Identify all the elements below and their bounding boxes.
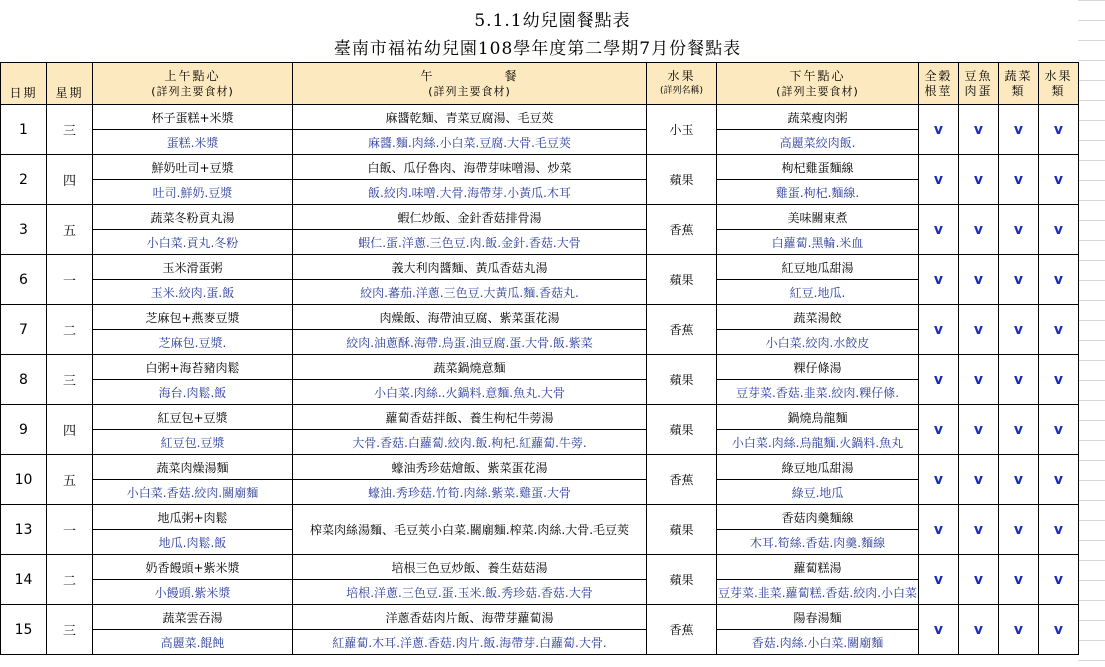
afternoon-ingredients-cell: 豆芽菜.韭菜.蘿蔔糕.香菇.絞肉.小白菜 — [717, 580, 919, 605]
fruit-check: v — [1039, 155, 1079, 205]
header-fruit-category — [1039, 63, 1079, 105]
morning-snack-cell: 芝麻包+燕麥豆漿 — [93, 305, 293, 330]
date-cell: 6 — [1, 255, 47, 305]
morning-snack-cell: 鮮奶吐司+豆漿 — [93, 155, 293, 180]
header-fruit — [647, 63, 717, 105]
vegetable-check: v — [999, 205, 1039, 255]
table-row — [1, 455, 1079, 480]
header-grains-1: 全穀 — [924, 68, 953, 83]
lunch-cell: 蘿蔔香菇拌飯、養生枸杞牛蒡湯 — [293, 405, 647, 430]
protein-check: v — [959, 255, 999, 305]
afternoon-ingredients-cell: 香菇.肉絲.小白菜.關廟麵 — [717, 630, 919, 655]
vegetable-check: v — [999, 155, 1039, 205]
header-protein-1: 豆魚 — [964, 68, 993, 83]
fruit-check: v — [1039, 255, 1079, 305]
fruit-cell: 小玉 — [647, 105, 717, 155]
header-row — [1, 63, 1079, 105]
vegetable-check: v — [999, 555, 1039, 605]
morning-snack-cell: 玉米滑蛋粥 — [93, 255, 293, 280]
date-cell: 10 — [1, 455, 47, 505]
protein-check: v — [959, 605, 999, 655]
afternoon-ingredients-cell: 紅豆.地瓜. — [717, 280, 919, 305]
header-morning-sub: (詳列主要食材) — [151, 84, 234, 98]
lunch-ingredients-cell: 絞肉.蕃茄.洋蔥.三色豆.大黃瓜.麵.香菇丸. — [293, 280, 647, 305]
afternoon-ingredients-cell: 高麗菜絞肉飯. — [717, 130, 919, 155]
fruit-check: v — [1039, 405, 1079, 455]
date-cell: 15 — [1, 605, 47, 655]
header-fruitcat-1: 水果 — [1044, 68, 1073, 83]
lunch-cell: 蝦仁炒飯、金針香菇排骨湯 — [293, 205, 647, 230]
header-weekday: 星期 — [47, 63, 93, 105]
date-cell: 14 — [1, 555, 47, 605]
morning-ingredients-cell: 高麗菜.餛飩 — [93, 630, 293, 655]
grains-check: v — [919, 605, 959, 655]
table-row — [1, 605, 1079, 630]
header-morning-snack — [93, 63, 293, 105]
fruit-check: v — [1039, 305, 1079, 355]
afternoon-snack-cell: 蘿蔔糕湯 — [717, 555, 919, 580]
afternoon-ingredients-cell: 小白菜.絞肉.水餃皮 — [717, 330, 919, 355]
protein-check: v — [959, 105, 999, 155]
document-subtitle: 臺南市福祐幼兒園108學年度第二學期7月份餐點表 — [333, 39, 742, 59]
date-cell: 9 — [1, 405, 47, 455]
weekday-cell: 三 — [47, 605, 93, 655]
weekday-cell: 五 — [47, 455, 93, 505]
fruit-cell: 蘋果 — [647, 505, 717, 555]
date-cell: 1 — [1, 105, 47, 155]
morning-snack-cell: 白粥+海苔豬肉鬆 — [93, 355, 293, 380]
header-fruitcat-2: 類 — [1051, 83, 1066, 98]
fruit-check: v — [1039, 555, 1079, 605]
afternoon-ingredients-cell: 小白菜.肉絲.烏龍麵.火鍋料.魚丸 — [717, 430, 919, 455]
fruit-cell: 香蕉 — [647, 305, 717, 355]
fruit-check: v — [1039, 505, 1079, 555]
protein-check: v — [959, 555, 999, 605]
table-row — [1, 555, 1079, 580]
lunch-cell: 麻醬乾麵、青菜豆腐湯、毛豆莢 — [293, 105, 647, 130]
grains-check: v — [919, 455, 959, 505]
date-cell: 2 — [1, 155, 47, 205]
header-lunch-sub: (詳列主要食材) — [428, 84, 511, 98]
header-fruit-label: 水果 — [667, 68, 696, 83]
meal-table — [0, 62, 1079, 655]
lunch-ingredients-cell: 培根.洋蔥.三色豆.蛋.玉米.飯.秀珍菇.香菇.大骨 — [293, 580, 647, 605]
protein-check: v — [959, 355, 999, 405]
morning-ingredients-cell: 小白菜.香菇.絞肉.關廟麵 — [93, 480, 293, 505]
protein-check: v — [959, 455, 999, 505]
afternoon-snack-cell: 蔬菜瘦肉粥 — [717, 105, 919, 130]
fruit-check: v — [1039, 605, 1079, 655]
weekday-cell: 三 — [47, 105, 93, 155]
table-row-ingredients — [1, 230, 1079, 255]
table-row-ingredients — [1, 380, 1079, 405]
fruit-cell: 蘋果 — [647, 355, 717, 405]
morning-snack-cell: 蔬菜肉燥湯麵 — [93, 455, 293, 480]
weekday-cell: 四 — [47, 155, 93, 205]
lunch-cell: 蠔油秀珍菇燴飯、紫菜蛋花湯 — [293, 455, 647, 480]
weekday-cell: 四 — [47, 405, 93, 455]
afternoon-snack-cell: 香菇肉羹麵線 — [717, 505, 919, 530]
afternoon-snack-cell: 蔬菜湯餃 — [717, 305, 919, 330]
table-row — [1, 305, 1079, 330]
date-cell: 8 — [1, 355, 47, 405]
lunch-ingredients-cell: 絞肉.油蔥酥.海帶.烏蛋.油豆腐.蛋.大骨.飯.紫菜 — [293, 330, 647, 355]
morning-ingredients-cell: 吐司.鮮奶.豆漿 — [93, 180, 293, 205]
lunch-ingredients-cell: 小白菜.肉絲..火鍋料.意麵.魚丸.大骨 — [293, 380, 647, 405]
morning-ingredients-cell: 海台.肉鬆.飯 — [93, 380, 293, 405]
afternoon-snack-cell: 粿仔條湯 — [717, 355, 919, 380]
table-row-ingredients — [1, 330, 1079, 355]
protein-check: v — [959, 505, 999, 555]
grains-check: v — [919, 505, 959, 555]
date-cell: 3 — [1, 205, 47, 255]
afternoon-ingredients-cell: 雞蛋.枸杞.麵線. — [717, 180, 919, 205]
header-lunch-label: 午 餐 — [420, 68, 519, 83]
morning-ingredients-cell: 小饅頭.紫米漿 — [93, 580, 293, 605]
spreadsheet-gridlines — [1078, 0, 1105, 667]
grains-check: v — [919, 305, 959, 355]
table-row-ingredients — [1, 180, 1079, 205]
fruit-check: v — [1039, 455, 1079, 505]
morning-ingredients-cell: 紅豆包.豆漿 — [93, 430, 293, 455]
lunch-cell: 義大利肉醬麵、黃瓜香菇丸湯 — [293, 255, 647, 280]
date-cell: 13 — [1, 505, 47, 555]
table-row — [1, 405, 1079, 430]
grains-check: v — [919, 405, 959, 455]
table-row — [1, 205, 1079, 230]
grains-check: v — [919, 555, 959, 605]
vegetable-check: v — [999, 355, 1039, 405]
afternoon-ingredients-cell: 豆芽菜.香菇.韭菜.絞肉.粿仔條. — [717, 380, 919, 405]
vegetable-check: v — [999, 105, 1039, 155]
morning-snack-cell: 蔬菜冬粉貢丸湯 — [93, 205, 293, 230]
table-row-ingredients — [1, 280, 1079, 305]
header-grains — [919, 63, 959, 105]
morning-ingredients-cell: 地瓜.肉鬆.飯 — [93, 530, 293, 555]
header-fruit-sub: (詳列名稱) — [659, 85, 704, 96]
vegetable-check: v — [999, 605, 1039, 655]
header-afternoon-label: 下午點心 — [789, 68, 846, 83]
lunch-cell: 榨菜肉絲湯麵、毛豆莢小白菜.關廟麵.榨菜.肉絲.大骨.毛豆莢 — [293, 505, 647, 555]
lunch-cell: 洋蔥香菇肉片飯、海帶芽蘿蔔湯 — [293, 605, 647, 630]
morning-ingredients-cell: 小白菜.貢丸.冬粉 — [93, 230, 293, 255]
fruit-cell: 蘋果 — [647, 255, 717, 305]
morning-snack-cell: 紅豆包+豆漿 — [93, 405, 293, 430]
afternoon-ingredients-cell: 白蘿蔔.黑輪.米血 — [717, 230, 919, 255]
fruit-cell: 蘋果 — [647, 155, 717, 205]
header-morning-label: 上午點心 — [164, 68, 221, 83]
table-row — [1, 155, 1079, 180]
protein-check: v — [959, 155, 999, 205]
lunch-ingredients-cell: 飯.絞肉.味噌.大骨.海帶芽.小黃瓜.木耳 — [293, 180, 647, 205]
table-row — [1, 105, 1079, 130]
protein-check: v — [959, 205, 999, 255]
morning-ingredients-cell: 玉米.絞肉.蛋.飯 — [93, 280, 293, 305]
fruit-check: v — [1039, 355, 1079, 405]
header-afternoon-snack — [717, 63, 919, 105]
grains-check: v — [919, 155, 959, 205]
afternoon-ingredients-cell: 木耳.筍絲.香菇.肉羹.麵線 — [717, 530, 919, 555]
header-lunch — [293, 63, 647, 105]
date-cell: 7 — [1, 305, 47, 355]
lunch-ingredients-cell: 大骨.香菇.白蘿蔔.絞肉.飯.枸杞.紅蘿蔔.牛蒡. — [293, 430, 647, 455]
grains-check: v — [919, 255, 959, 305]
vegetable-check: v — [999, 305, 1039, 355]
vegetable-check: v — [999, 405, 1039, 455]
header-grains-2: 根莖 — [924, 83, 953, 98]
lunch-cell: 白飯、瓜仔魯肉、海帶芽味噌湯、炒菜 — [293, 155, 647, 180]
morning-snack-cell: 奶香饅頭+紫米漿 — [93, 555, 293, 580]
header-protein — [959, 63, 999, 105]
morning-ingredients-cell: 芝麻包.豆漿. — [93, 330, 293, 355]
weekday-cell: 三 — [47, 355, 93, 405]
protein-check: v — [959, 305, 999, 355]
vegetable-check: v — [999, 505, 1039, 555]
weekday-cell: 二 — [47, 555, 93, 605]
morning-snack-cell: 地瓜粥+肉鬆 — [93, 505, 293, 530]
weekday-cell: 一 — [47, 505, 93, 555]
table-row — [1, 355, 1079, 380]
afternoon-snack-cell: 鍋燒烏龍麵 — [717, 405, 919, 430]
fruit-check: v — [1039, 205, 1079, 255]
grains-check: v — [919, 205, 959, 255]
lunch-cell: 培根三色豆炒飯、養生菇菇湯 — [293, 555, 647, 580]
grains-check: v — [919, 355, 959, 405]
table-row-ingredients — [1, 430, 1079, 455]
fruit-cell: 香蕉 — [647, 205, 717, 255]
afternoon-snack-cell: 枸杞雞蛋麵線 — [717, 155, 919, 180]
document-title: 5.1.1幼兒園餐點表 — [474, 11, 631, 31]
header-date: 日期 — [1, 63, 47, 105]
lunch-ingredients-cell: 麻醬.麵.肉絲.小白菜.豆腐.大骨.毛豆莢 — [293, 130, 647, 155]
afternoon-snack-cell: 紅豆地瓜甜湯 — [717, 255, 919, 280]
grains-check: v — [919, 105, 959, 155]
lunch-ingredients-cell: 蠔油.秀珍菇.竹筍.肉絲.紫菜.雞蛋.大骨 — [293, 480, 647, 505]
table-row — [1, 255, 1079, 280]
lunch-cell: 肉燥飯、海帶油豆腐、紫菜蛋花湯 — [293, 305, 647, 330]
morning-snack-cell: 杯子蛋糕+米漿 — [93, 105, 293, 130]
fruit-cell: 香蕉 — [647, 605, 717, 655]
afternoon-ingredients-cell: 綠豆.地瓜 — [717, 480, 919, 505]
afternoon-snack-cell: 美味關東煮 — [717, 205, 919, 230]
afternoon-snack-cell: 陽春湯麵 — [717, 605, 919, 630]
fruit-cell: 蘋果 — [647, 555, 717, 605]
vegetable-check: v — [999, 455, 1039, 505]
weekday-cell: 五 — [47, 205, 93, 255]
fruit-cell: 香蕉 — [647, 455, 717, 505]
lunch-ingredients-cell: 紅蘿蔔.木耳.洋蔥.香菇.肉片.飯.海帶芽.白蘿蔔.大骨. — [293, 630, 647, 655]
morning-ingredients-cell: 蛋糕.米漿 — [93, 130, 293, 155]
header-protein-2: 肉蛋 — [964, 83, 993, 98]
weekday-cell: 二 — [47, 305, 93, 355]
morning-snack-cell: 蔬菜雲吞湯 — [93, 605, 293, 630]
lunch-cell: 蔬菜鍋燒意麵 — [293, 355, 647, 380]
fruit-cell: 蘋果 — [647, 405, 717, 455]
afternoon-snack-cell: 綠豆地瓜甜湯 — [717, 455, 919, 480]
weekday-cell: 一 — [47, 255, 93, 305]
header-veg-1: 蔬菜 — [1004, 68, 1033, 83]
header-afternoon-sub: (詳列主要食材) — [776, 84, 859, 98]
protein-check: v — [959, 405, 999, 455]
header-veg-2: 類 — [1011, 83, 1026, 98]
header-vegetables — [999, 63, 1039, 105]
vegetable-check: v — [999, 255, 1039, 305]
table-row-ingredients — [1, 630, 1079, 655]
table-row-ingredients — [1, 480, 1079, 505]
table-row-ingredients — [1, 130, 1079, 155]
fruit-check: v — [1039, 105, 1079, 155]
table-row — [1, 505, 1079, 530]
lunch-ingredients-cell: 蝦仁.蛋.洋蔥.三色豆.肉.飯.金針.香菇.大骨 — [293, 230, 647, 255]
table-row-ingredients — [1, 580, 1079, 605]
